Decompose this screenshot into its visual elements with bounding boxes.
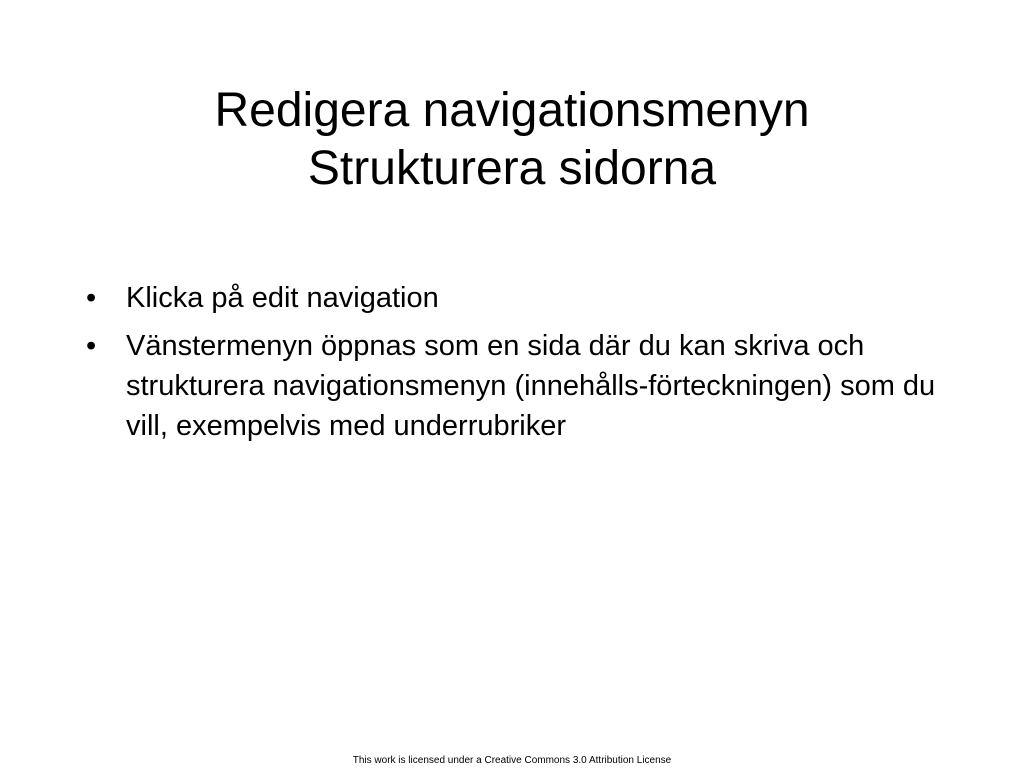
license-footer: This work is licensed under a Creative Commons 3.0 Attribution License [352,755,672,766]
bullet-marker: • [86,282,97,314]
bullet-text: Vänstermenyn öppnas som en sida där du kan skriva och strukturera navigationsmenyn (innehålls-förteckningen) som du vill, exempelvis med underrubriker [126,330,936,442]
slide-title-line-2: Strukturera sidorna [307,142,717,195]
bullet-text: Klicka på edit navigation [126,282,439,314]
bullet-list [86,278,946,454]
slide-title [60,82,964,198]
bullet-item [86,278,946,318]
bullet-marker: • [86,330,97,362]
bullet-item [86,326,946,446]
slide-title-line-1: Redigera navigationsmenyn [214,84,810,137]
